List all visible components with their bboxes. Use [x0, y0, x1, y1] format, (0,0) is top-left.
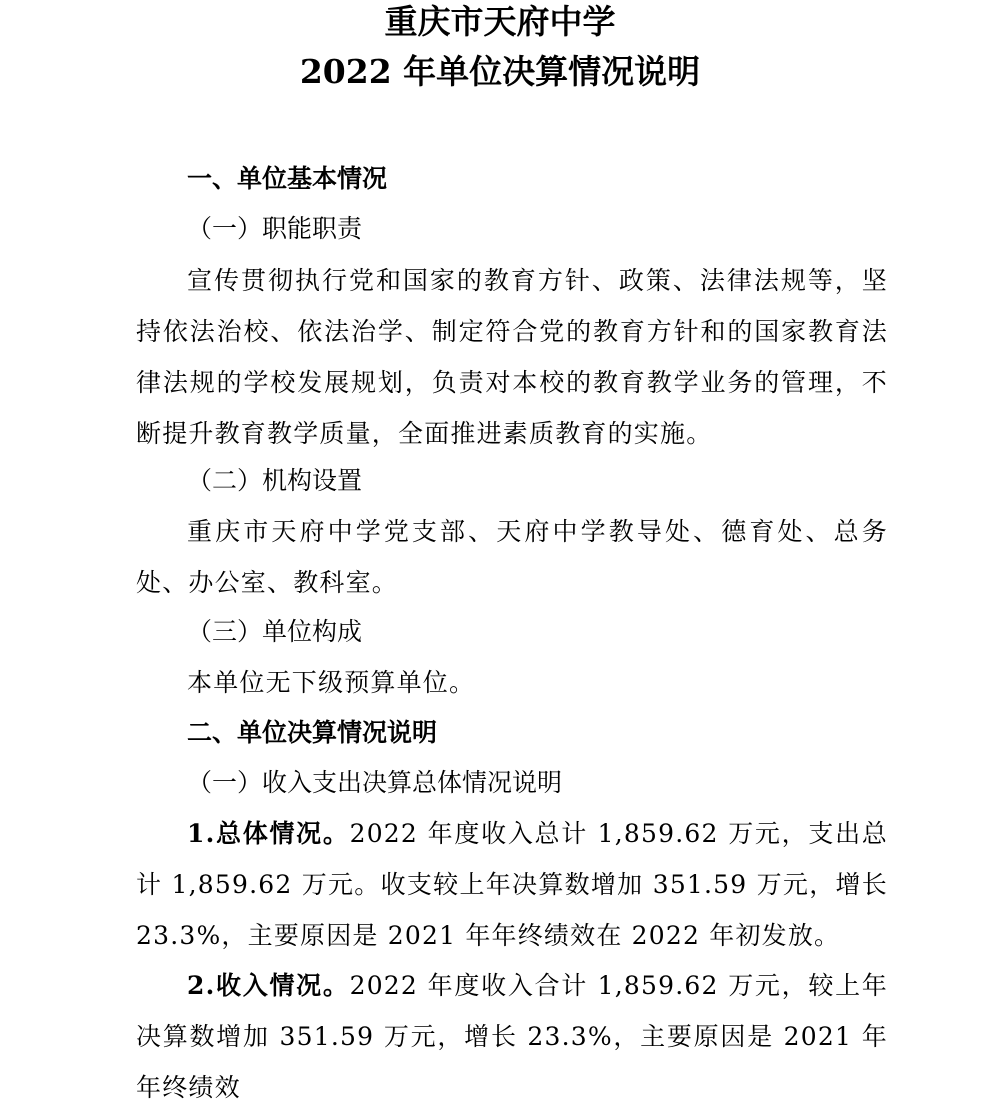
section2-item2-text: 2022 年度收入合计 1,859.62 万元，较上年决算数增加 351.59 万元，增长 23.3%，主要原因是 2021 年年终绩效: [136, 971, 888, 1102]
section1-sub1-heading: （一）职能职责: [187, 214, 363, 243]
section1-sub3-heading: （三）单位构成: [187, 617, 363, 646]
section2-item2-lead: 2.收入情况。: [187, 971, 350, 1000]
section2-item1-text: 2022 年度收入总计 1,859.62 万元，支出总计 1,859.62 万元。收支较上年决算数增加 351.59 万元，增长 23.3%，主要原因是 2021 年年终绩效在 2022 年初发放。: [136, 819, 888, 950]
section1-heading: 一、单位基本情况: [187, 164, 388, 193]
section2-heading: 二、单位决算情况说明: [187, 718, 438, 747]
section1-sub2-heading: （二）机构设置: [187, 466, 363, 495]
section2-sub1-heading: （一）收入支出决算总体情况说明: [187, 768, 563, 797]
section2-item1-lead: 1.总体情况。: [187, 819, 350, 848]
document-title-line2: 2022 年单位决算情况说明: [299, 52, 701, 91]
section2-item1: [136, 808, 888, 961]
section1-sub3-text: 本单位无下级预算单位。: [187, 668, 476, 697]
section2-item2: [136, 960, 888, 1113]
document-title-line1: 重庆市天府中学: [384, 2, 616, 41]
section1-sub2-text: 重庆市天府中学党支部、天府中学教导处、德育处、总务处、办公室、教科室。: [136, 517, 888, 597]
section1-sub1-text: 宣传贯彻执行党和国家的教育方针、政策、法律法规等，坚持依法治校、依法治学、制定符合党的教育方针和的国家教育法律法规的学校发展规划，负责对本校的教育教学业务的管理，不断提升教育教学质量，全面推进素质教育的实施。: [136, 266, 888, 448]
